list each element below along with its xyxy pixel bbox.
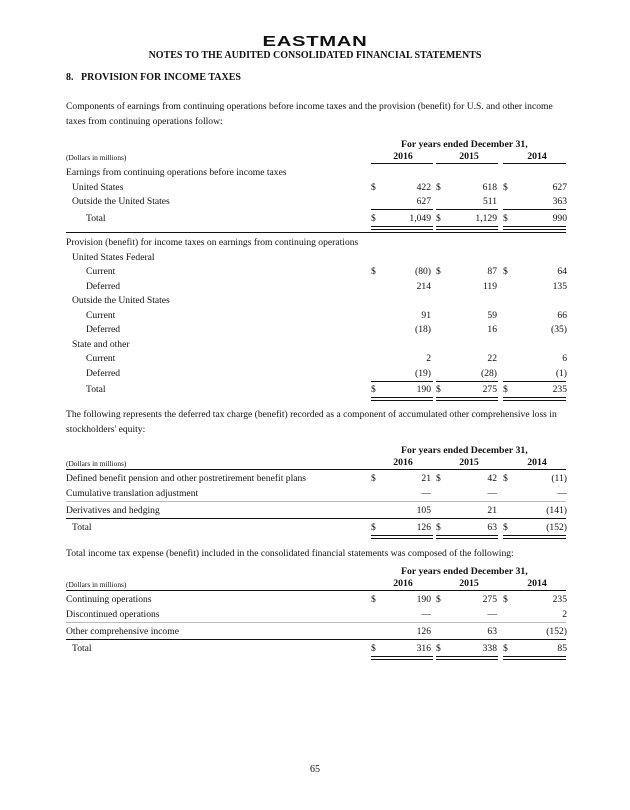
row-label: Total — [72, 522, 92, 533]
cell-value: 511 — [482, 196, 497, 207]
table-row — [66, 237, 566, 252]
period-header: For years ended December 31, — [401, 139, 528, 150]
table-row — [66, 281, 566, 296]
table-row — [66, 182, 566, 197]
table-row — [66, 167, 566, 182]
units-label: (Dollars in millions) — [66, 459, 127, 468]
cell-value: 119 — [482, 280, 497, 292]
currency-symbol: $ — [371, 473, 376, 484]
row-label: Current — [86, 353, 116, 364]
currency-symbol: $ — [436, 384, 441, 395]
cell-value: 59 — [487, 309, 497, 321]
currency-symbol: $ — [503, 594, 508, 605]
cell-value: 190 — [416, 384, 431, 395]
currency-symbol: $ — [371, 594, 376, 605]
year-header-2014: 2014 — [527, 578, 547, 589]
cell-value: — — [487, 487, 497, 499]
section-title: 8. PROVISION FOR INCOME TAXES — [66, 72, 241, 83]
cell-value: 316 — [416, 643, 431, 654]
currency-symbol: $ — [371, 522, 376, 533]
cell-value: 422 — [416, 181, 431, 193]
cell-value: 214 — [416, 280, 431, 292]
row-label: Discontinued operations — [66, 608, 160, 620]
row-label: Continuing operations — [66, 594, 152, 605]
row-label: Current — [86, 266, 116, 277]
cell-value: 126 — [416, 625, 431, 637]
table-row — [66, 626, 566, 641]
currency-symbol: $ — [371, 643, 376, 654]
row-label: United States — [72, 181, 124, 193]
table-row — [66, 473, 566, 488]
period-header: For years ended December 31, — [401, 566, 528, 577]
cell-value: 16 — [487, 324, 497, 335]
table-row — [66, 213, 566, 228]
table-row — [66, 339, 566, 354]
cell-value: 363 — [552, 196, 567, 207]
row-label: Outside the United States — [72, 295, 170, 306]
cell-value: (11) — [551, 473, 567, 484]
row-label: Total — [86, 212, 106, 224]
currency-symbol: $ — [436, 522, 441, 533]
cell-value: 91 — [421, 309, 431, 321]
row-label: Derivatives and hedging — [66, 504, 160, 516]
intro-paragraph-3: Total income tax expense (benefit) included in the consolidated financial statements was composed of the following: — [66, 548, 514, 559]
cell-value: 135 — [552, 280, 567, 292]
row-label: United States Federal — [72, 251, 155, 263]
year-header-2014: 2014 — [527, 457, 547, 468]
cell-value: 2 — [426, 353, 431, 364]
cell-value: 1,129 — [475, 212, 497, 224]
intro-paragraph-2: The following represents the deferred tax charge (benefit) recorded as a component of accumulated other comprehensive loss in stockholders' equity: — [66, 409, 557, 435]
table-row — [66, 310, 566, 325]
row-label: Earnings from continuing operations before income taxes — [66, 167, 287, 178]
period-header: For years ended December 31, — [401, 445, 528, 456]
eastman-logo: EASTMAN — [262, 33, 368, 50]
row-label: Provision (benefit) for income taxes on earnings from continuing operations — [66, 237, 359, 248]
row-label: State and other — [72, 338, 130, 350]
currency-symbol: $ — [503, 522, 508, 533]
cell-value: (35) — [551, 324, 567, 335]
table-row — [66, 384, 566, 399]
cell-value: — — [487, 608, 497, 620]
row-label: Current — [86, 309, 116, 321]
cell-value: 1,049 — [409, 212, 431, 224]
units-label: (Dollars in millions) — [66, 580, 127, 589]
currency-symbol: $ — [503, 384, 508, 395]
cell-value: 42 — [487, 473, 497, 484]
cell-value: 338 — [482, 643, 497, 654]
row-label: Cumulative translation adjustment — [66, 487, 199, 499]
currency-symbol: $ — [371, 384, 376, 395]
currency-symbol: $ — [503, 266, 508, 277]
cell-value: 85 — [557, 643, 567, 654]
page-number: 65 — [310, 764, 320, 775]
table-row — [66, 266, 566, 281]
cell-value: 22 — [487, 353, 497, 364]
cell-value: 21 — [487, 504, 497, 516]
row-label: Deferred — [86, 367, 121, 379]
units-label: (Dollars in millions) — [66, 153, 127, 162]
intro-paragraph-1: Components of earnings from continuing operations before income taxes and the provision (benefit) for U.S. and other income taxes from continuing operations follow: — [66, 101, 553, 127]
currency-symbol: $ — [503, 643, 508, 654]
income-tax-table — [66, 139, 566, 399]
currency-symbol: $ — [436, 473, 441, 484]
cell-value: (141) — [546, 504, 567, 516]
table-row — [66, 505, 566, 520]
cell-value: (80) — [415, 266, 431, 277]
cell-value: 126 — [416, 522, 431, 533]
cell-value: 275 — [482, 594, 497, 605]
currency-symbol: $ — [436, 594, 441, 605]
cell-value: 21 — [421, 473, 431, 484]
table-row — [66, 522, 566, 537]
table-row — [66, 295, 566, 310]
year-header-2016: 2016 — [393, 151, 413, 162]
currency-symbol: $ — [503, 212, 508, 224]
cell-value: 66 — [557, 309, 567, 321]
cell-value: 627 — [552, 181, 567, 193]
cell-value: 190 — [416, 594, 431, 605]
currency-symbol: $ — [436, 643, 441, 654]
row-label: Outside the United States — [72, 196, 170, 207]
cell-value: 64 — [557, 266, 567, 277]
cell-value: 990 — [552, 212, 567, 224]
year-header-2016: 2016 — [393, 457, 413, 468]
year-header-2015: 2015 — [459, 457, 479, 468]
cell-value: 618 — [482, 181, 497, 193]
cell-value: (152) — [546, 522, 567, 533]
table-row — [66, 252, 566, 267]
cell-value: (18) — [415, 324, 431, 335]
table-row — [66, 196, 566, 211]
row-label: Other comprehensive income — [66, 625, 179, 637]
cell-value: 6 — [562, 353, 567, 364]
currency-symbol: $ — [503, 181, 508, 193]
deferred-tax-aoci-table — [66, 445, 566, 537]
table-row — [66, 594, 566, 609]
cell-value: — — [421, 487, 431, 499]
cell-value: 275 — [482, 384, 497, 395]
table-row — [66, 368, 566, 383]
year-header-2014: 2014 — [527, 151, 547, 162]
cell-value: — — [421, 608, 431, 620]
cell-value: 87 — [487, 266, 497, 277]
cell-value: 63 — [487, 522, 497, 533]
currency-symbol: $ — [371, 181, 376, 193]
cell-value: 105 — [416, 504, 431, 516]
currency-symbol: $ — [371, 212, 376, 224]
cell-value: 235 — [552, 594, 567, 605]
currency-symbol: $ — [436, 212, 441, 224]
year-header-2015: 2015 — [459, 578, 479, 589]
table-row — [66, 609, 566, 621]
table-row — [66, 324, 566, 339]
year-header-2015: 2015 — [459, 151, 479, 162]
row-label: Total — [86, 384, 106, 395]
table-row — [66, 488, 566, 500]
row-label: Deferred — [86, 324, 121, 335]
cell-value: (19) — [415, 367, 431, 379]
cell-value: 627 — [416, 196, 431, 207]
cell-value: — — [557, 487, 567, 499]
cell-value: 235 — [552, 384, 567, 395]
table-row — [66, 353, 566, 368]
row-label: Defined benefit pension and other postretirement benefit plans — [66, 473, 307, 484]
currency-symbol: $ — [436, 266, 441, 277]
cell-value: (152) — [546, 625, 567, 637]
cell-value: (1) — [555, 367, 567, 379]
cell-value: (28) — [481, 367, 497, 379]
row-label: Total — [72, 643, 92, 654]
cell-value: 2 — [562, 608, 567, 620]
cell-value: 63 — [487, 625, 497, 637]
currency-symbol: $ — [503, 473, 508, 484]
currency-symbol: $ — [436, 181, 441, 193]
year-header-2016: 2016 — [393, 578, 413, 589]
currency-symbol: $ — [371, 266, 376, 277]
total-tax-expense-table — [66, 566, 566, 658]
table-row — [66, 643, 566, 658]
row-label: Deferred — [86, 280, 121, 292]
notes-title: NOTES TO THE AUDITED CONSOLIDATED FINANCIAL STATEMENTS — [148, 50, 482, 61]
